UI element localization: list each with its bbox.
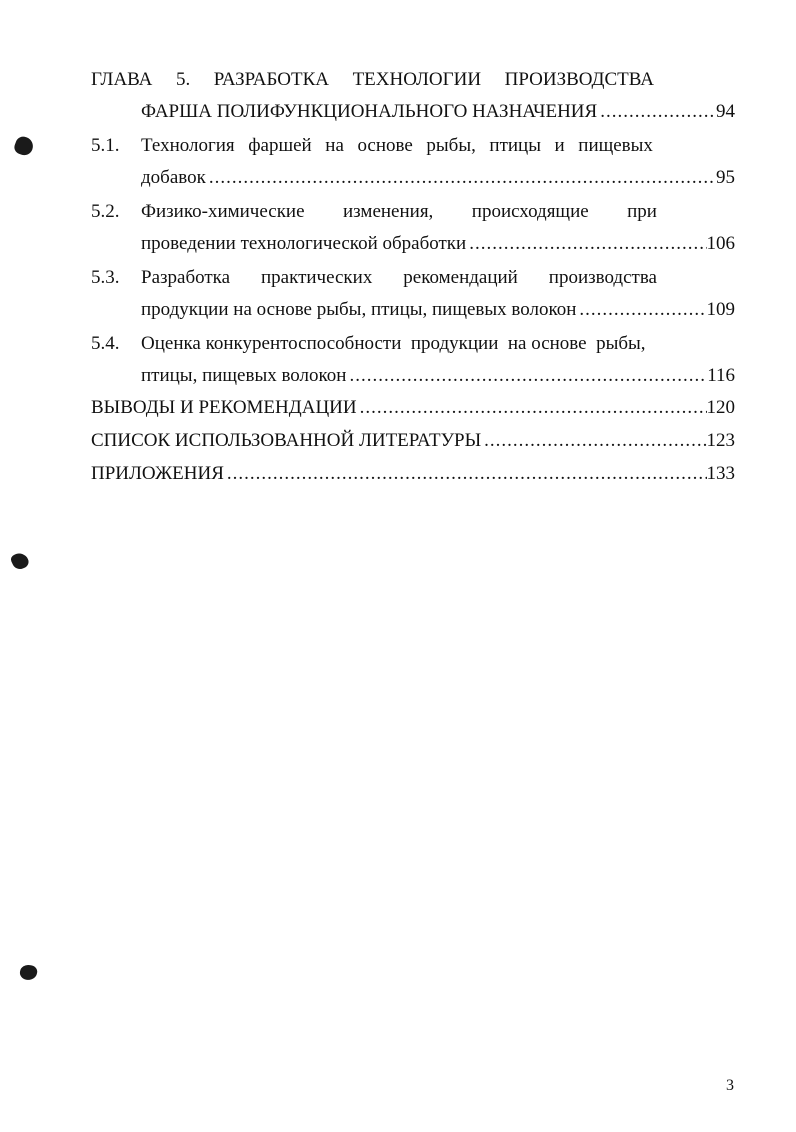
chapter5-title-line1 — [91, 68, 654, 92]
word: рыбы, — [426, 135, 476, 156]
page-ref: 116 — [707, 365, 735, 386]
word: Технология — [141, 135, 235, 156]
toc-entry-5-1[interactable] — [141, 166, 735, 190]
word: птицы — [489, 135, 541, 156]
word: Разработка — [141, 267, 231, 288]
word: на — [325, 135, 344, 156]
leader-dots — [357, 396, 707, 420]
toc-entry-conclusions[interactable] — [91, 396, 735, 420]
page-ref: 120 — [706, 397, 735, 418]
toc-entry-chapter5[interactable] — [141, 100, 735, 124]
section-5-2-line2: проведении технологической обработки — [141, 233, 467, 254]
word: фаршей — [248, 135, 312, 156]
word: и — [554, 135, 565, 156]
toc-entry-references[interactable] — [91, 429, 735, 453]
leader-dots — [224, 462, 707, 486]
section-5-4-line2: птицы, пищевых волокон — [141, 365, 347, 386]
section-5-2-line1 — [141, 200, 657, 224]
word: рекомендаций — [403, 267, 518, 288]
section-5-3-line2: продукции на основе рыбы, птицы, пищевых волокон — [141, 299, 577, 320]
leader-dots — [576, 298, 706, 322]
leader-dots — [481, 429, 706, 453]
leader-dots — [206, 166, 716, 190]
toc-entry-5-3[interactable] — [141, 298, 735, 322]
word: основе — [357, 135, 413, 156]
word: Физико-химические — [141, 201, 305, 222]
section-number: 5.1. — [91, 135, 120, 156]
scan-mark — [12, 134, 35, 157]
page-ref: 109 — [706, 299, 735, 320]
word: ГЛАВА — [91, 69, 153, 90]
toc-entry-5-4[interactable] — [141, 364, 735, 388]
word: 5. — [175, 69, 191, 90]
leader-dots — [466, 232, 706, 256]
word: ПРОИЗВОДСТВА — [504, 69, 654, 90]
word: РАЗРАБОТКА — [213, 69, 330, 90]
word: производства — [548, 267, 657, 288]
word: практических — [260, 267, 373, 288]
page-ref: 94 — [716, 101, 735, 122]
chapter5-title-line2: ФАРША ПОЛИФУНКЦИОНАЛЬНОГО НАЗНАЧЕНИЯ — [141, 101, 598, 122]
page-ref: 106 — [706, 233, 735, 254]
references-label: СПИСОК ИСПОЛЬЗОВАННОЙ ЛИТЕРАТУРЫ — [91, 430, 482, 451]
section-number: 5.4. — [91, 333, 120, 354]
word: происходящие — [471, 201, 589, 222]
conclusions-label: ВЫВОДЫ И РЕКОМЕНДАЦИИ — [91, 397, 357, 418]
word: изменения, — [343, 201, 434, 222]
toc-entry-appendices[interactable] — [91, 462, 735, 486]
toc-entry-5-2[interactable] — [141, 232, 735, 256]
leader-dots — [346, 364, 707, 388]
word: ТЕХНОЛОГИИ — [352, 69, 482, 90]
page-number: 3 — [726, 1077, 734, 1094]
section-number: 5.2. — [91, 201, 120, 222]
section-number: 5.3. — [91, 267, 120, 288]
section-5-1-line1 — [141, 134, 653, 158]
scan-mark — [19, 964, 38, 982]
page-ref: 133 — [706, 463, 735, 484]
section-5-3-line1 — [141, 266, 657, 290]
scan-mark — [9, 550, 30, 571]
appendices-label: ПРИЛОЖЕНИЯ — [91, 463, 224, 484]
word: пищевых — [578, 135, 653, 156]
page-ref: 95 — [716, 167, 735, 188]
leader-dots — [597, 100, 716, 124]
section-5-1-line2: добавок — [141, 167, 206, 188]
word: при — [627, 201, 657, 222]
section-5-4-line1: Оценка конкурентоспособности продукции на основе рыбы, — [141, 333, 646, 354]
page-ref: 123 — [706, 430, 735, 451]
